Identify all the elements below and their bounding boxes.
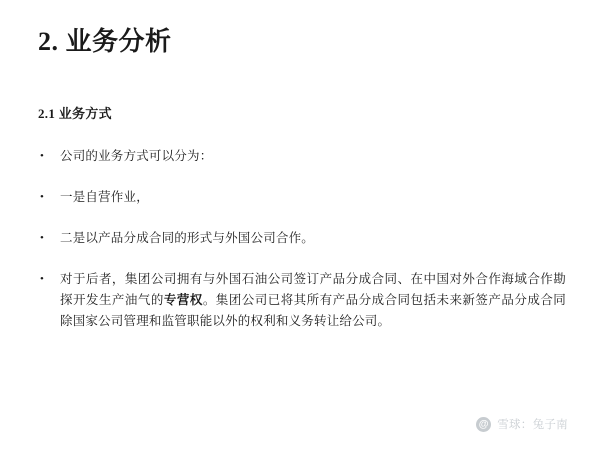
xueqiu-logo-icon: @ xyxy=(476,417,491,432)
watermark-text: 雪球：兔子南 xyxy=(497,419,568,431)
emphasized-term: 专营权 xyxy=(163,293,203,307)
list-item xyxy=(38,146,566,167)
list-item xyxy=(38,187,566,208)
list-item-text: 二是以产品分成合同的形式与外国公司合作。 xyxy=(60,231,315,245)
list-item-text: 公司的业务方式可以分为： xyxy=(60,149,213,163)
section-heading: 2.1 业务方式 xyxy=(38,106,112,121)
list-item xyxy=(38,269,566,332)
list-item-text-part: 对于后者，集团公司拥有与外国石油公司签订产品分成合同、在中国对外合作海域合作勘探开发生产油气的 xyxy=(60,272,566,307)
bullet-list xyxy=(38,146,566,352)
page-title: 2. 业务分析 xyxy=(38,27,172,56)
document-header xyxy=(38,26,566,57)
watermark xyxy=(476,416,568,432)
list-item xyxy=(38,228,566,249)
bullet-point-icon: • xyxy=(40,273,44,285)
bullet-point-icon: • xyxy=(40,232,44,244)
bullet-point-icon: • xyxy=(40,191,44,203)
bullet-point-icon: • xyxy=(40,150,44,162)
list-item-text-part: 。集团公司已将其所有产品分成合同包括未来新签产品分成合同除国家公司管理和监管职能以外的权利和义务转让给公司。 xyxy=(60,293,566,328)
list-item-text: 一是自营作业， xyxy=(60,190,149,204)
list-item-text xyxy=(60,269,566,332)
